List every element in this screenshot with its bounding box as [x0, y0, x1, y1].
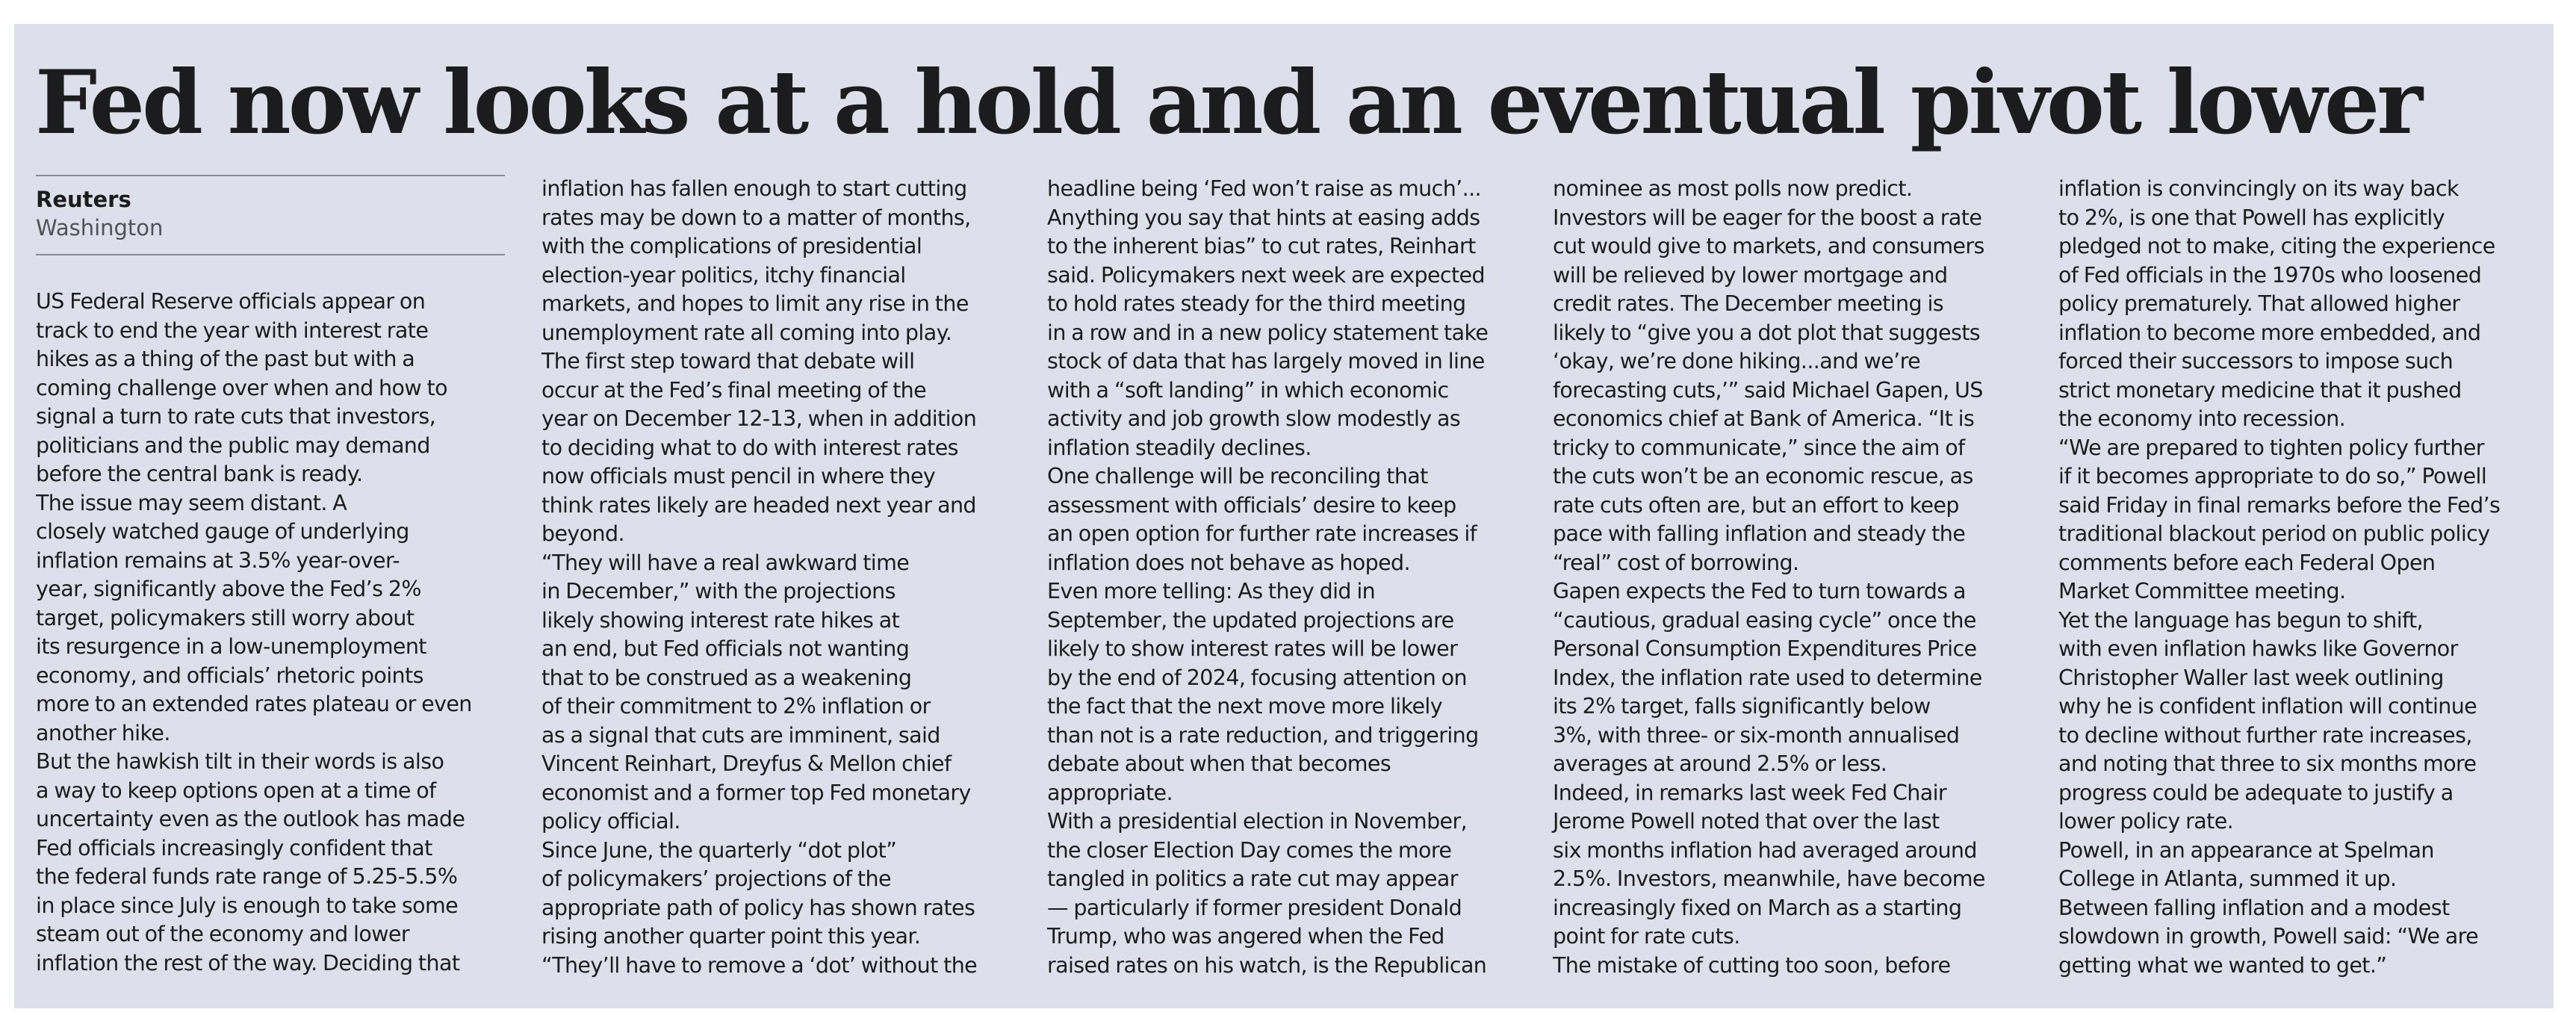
paragraph: The mistake of cutting too soon, before [1553, 952, 1951, 978]
article-panel [14, 24, 2554, 1008]
article-column-4 [1553, 175, 2023, 980]
paragraph: The first step toward that debate will occur at the Fed’s final meeting of the year on December 12-13, when in addition to deciding what to do with interest rates now officials must pencil in where they think rates likely are headed next year and beyond. [541, 349, 977, 546]
paragraph: The issue may seem distant. A closely watched gauge of underlying inflation remains at 3.5% year-over- year, significantly above the Fed’s 2% target, policymakers still worry about its resurgence in a low-unemployment economy, and officials’ rhetoric points more to an extended rates plateau or even another hike. [36, 490, 472, 745]
paragraph: Even more telling: As they did in September, the updated projections are likely to show interest rates will be lower by the end of 2024, focusing attention on the fact that the next move more likely than not is a rate reduction, and triggering debate about when that becomes appropriate. [1047, 579, 1479, 805]
article-headline: Fed now looks at a hold and an eventual pivot lower [35, 51, 2420, 154]
paragraph: headline being ‘Fed won’t raise as much’... Anything you say that hints at easing adds to the inherent bias” to cut rates, Reinhart said. Policymakers next week are expected to hold rates steady for the third meeting in a row and in a new policy statement take stock of data that has largely moved in line with a “soft landing” in which economic activity and job growth slow modestly as inflation steadily declines. [1047, 176, 1489, 460]
article-column-1 [36, 288, 506, 978]
paragraph: “We are prepared to tighten policy further if it becomes appropriate to do so,” Powell said Friday in final remarks before the Fed’s traditional blackout period on public policy comments before each Federal Open Market Committee meeting. [2058, 435, 2501, 604]
paragraph: With a presidential election in November, the closer Election Day comes the more tangled in politics a rate cut may appear — particularly if former president Donald Trump, who was angered when the Fed raised rates on his watch, is the Republican [1047, 809, 1487, 978]
paragraph: nominee as most polls now predict. Investors will be eager for the boost a rate cut would give to markets, and consumers will be relieved by lower mortgage and credit rates. The December meeting is likely to “give you a dot plot that suggests ‘okay, we’re done hiking...and we’re forecasting cuts,’” said Michael Gapen, US economics chief at Bank of America. “It is tricky to communicate,” since the aim of the cuts won’t be an economic rescue, as rate cuts often are, but an effort to keep pace with falling inflation and steady the “real” cost of borrowing. [1553, 176, 1984, 575]
byline-agency: Reuters [36, 187, 131, 212]
paragraph: One challenge will be reconciling that assessment with officials’ desire to keep an open option for further rate increases if inflation does not behave as hoped. [1047, 464, 1477, 575]
article-column-3 [1047, 175, 1518, 980]
paragraph: Indeed, in remarks last week Fed Chair Jerome Powell noted that over the last six months inflation had averaged around 2.5%. Investors, meanwhile, have become increasingly fixed on March as a starting point for rate cuts. [1553, 780, 1985, 949]
byline-dateline: Washington [36, 215, 164, 241]
paragraph: Yet the language has begun to shift, with even inflation hawks like Governor Christopher Waller last week outlining why he is confident inflation will continue to decline without further rate increases, and noting that three to six months more progress could be adequate to justify a lower policy rate. [2058, 607, 2477, 834]
paragraph: Gapen expects the Fed to turn towards a “cautious, gradual easing cycle” once the Personal Consumption Expenditures Price Index, the inflation rate used to determine its 2% target, falls significantly below 3%, with three- or six-month annualised averages at around 2.5% or less. [1553, 579, 1982, 776]
paragraph: But the hawkish tilt in their words is also a way to keep options open at a time of uncertainty even as the outlook has made Fed officials increasingly confident that the federal funds rate range of 5.25-5.5% in place since July is enough to take some steam out of the economy and lower inflation the rest of the way. Deciding that [36, 749, 465, 975]
article-column-2 [541, 175, 1012, 980]
paragraph: Since June, the quarterly “dot plot” of policymakers’ projections of the appropriate path of policy has shown rates rising another quarter point this year. [541, 837, 975, 949]
byline [36, 175, 505, 255]
paragraph: inflation is convincingly on its way back to 2%, is one that Powell has explicitly pledged not to make, citing the experience of Fed officials in the 1970s who loosened policy prematurely. That allowed higher inflation to become more embedded, and forced their successors to impose such strict monetary medicine that it pushed the economy into recession. [2058, 176, 2495, 431]
paragraph: “They will have a real awkward time in December,” with the projections likely showing interest rate hikes at an end, but Fed officials not wanting that to be construed as a weakening of their commitment to 2% inflation or as a signal that cuts are imminent, said Vincent Reinhart, Dreyfus & Mellon chief economist and a former top Fed monetary policy official. [541, 550, 971, 834]
paragraph: “They’ll have to remove a ‘dot’ without the [541, 952, 978, 978]
paragraph: US Federal Reserve officials appear on track to end the year with interest rate hikes as a thing of the past but with a coming challenge over when and how to signal a turn to rate cuts that investors, politicians and the public may demand before the central bank is ready. [36, 289, 447, 486]
paragraph: inflation has fallen enough to start cutting rates may be down to a matter of months, with the complications of presidential election-year politics, itchy financial markets, and hopes to limit any rise in the unemployment rate all coming into play. [541, 176, 971, 345]
paragraph: Powell, in an appearance at Spelman College in Atlanta, summed it up. Between falling inflation and a modest slowdown in growth, Powell said: “We are getting what we wanted to get.” [2058, 837, 2479, 978]
article-column-5 [2058, 175, 2529, 980]
